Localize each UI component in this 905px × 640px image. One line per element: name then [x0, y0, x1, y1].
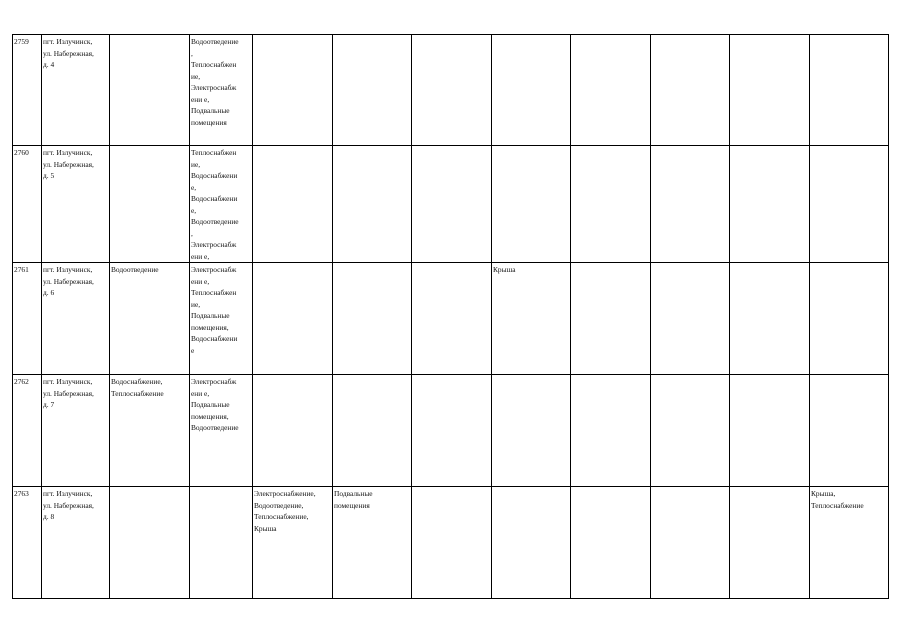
table-cell — [810, 263, 889, 375]
table-cell: Теплоснабжен ие, Водоснабжени е, Водоснабжени е, Водоотведение , Электроснабж ени е, — [190, 146, 253, 263]
table-cell — [730, 375, 810, 487]
table-cell — [333, 375, 412, 487]
address-cell: пгт. Излучинск, ул. Набережная, д. 8 — [42, 487, 110, 599]
table-cell — [412, 146, 492, 263]
table-cell — [492, 35, 571, 146]
table-cell — [730, 35, 810, 146]
table-cell — [110, 35, 190, 146]
address-cell: пгт. Излучинск, ул. Набережная, д. 5 — [42, 146, 110, 263]
row-number: 2763 — [13, 487, 42, 599]
table-cell — [253, 375, 333, 487]
table-row — [13, 35, 889, 146]
table-row — [13, 487, 889, 599]
table-cell — [412, 263, 492, 375]
table-cell — [651, 146, 730, 263]
table-cell: Водоотведение , Теплоснабжен ие, Электроснабж ени е, Подвальные помещения — [190, 35, 253, 146]
table-cell — [651, 487, 730, 599]
table-cell — [730, 146, 810, 263]
table-cell — [412, 487, 492, 599]
table-cell — [810, 375, 889, 487]
table-cell — [571, 487, 651, 599]
table-cell: Электроснабж ени е, Теплоснабжен ие, Подвальные помещения, Водоснабжени е — [190, 263, 253, 375]
table-cell — [730, 487, 810, 599]
table-cell — [492, 487, 571, 599]
table-cell — [333, 146, 412, 263]
table-cell: Электроснабжение, Водоотведение, Теплоснабжение, Крыша — [253, 487, 333, 599]
row-number: 2761 — [13, 263, 42, 375]
table-cell — [412, 375, 492, 487]
table-cell — [651, 375, 730, 487]
row-number: 2760 — [13, 146, 42, 263]
table-cell — [730, 263, 810, 375]
table-cell — [651, 263, 730, 375]
table-cell — [333, 35, 412, 146]
table-cell — [571, 375, 651, 487]
table-cell — [412, 35, 492, 146]
table-cell — [333, 263, 412, 375]
table-row — [13, 146, 889, 263]
table-cell — [110, 487, 190, 599]
table-cell: Подвальные помещения — [333, 487, 412, 599]
table-cell — [253, 35, 333, 146]
address-cell: пгт. Излучинск, ул. Набережная, д. 7 — [42, 375, 110, 487]
table-cell: Электроснабж ени е, Подвальные помещения, Водоотведение — [190, 375, 253, 487]
address-cell: пгт. Излучинск, ул. Набережная, д. 6 — [42, 263, 110, 375]
table-cell — [110, 146, 190, 263]
table-cell — [571, 263, 651, 375]
table-cell: Крыша — [492, 263, 571, 375]
table-row — [13, 375, 889, 487]
row-number: 2759 — [13, 35, 42, 146]
table-cell — [492, 375, 571, 487]
table-cell — [492, 146, 571, 263]
register-table — [12, 34, 889, 599]
table-cell — [810, 146, 889, 263]
table-cell: Водоснабжение, Теплоснабжение — [110, 375, 190, 487]
table-cell — [253, 263, 333, 375]
table-row — [13, 263, 889, 375]
table-cell — [253, 146, 333, 263]
table-cell — [571, 146, 651, 263]
table-cell — [190, 487, 253, 599]
table-cell: Водоотведение — [110, 263, 190, 375]
table-cell — [651, 35, 730, 146]
row-number: 2762 — [13, 375, 42, 487]
table-cell: Крыша, Теплоснабжение — [810, 487, 889, 599]
table-cell — [810, 35, 889, 146]
table-cell — [571, 35, 651, 146]
address-cell: пгт. Излучинск, ул. Набережная, д. 4 — [42, 35, 110, 146]
